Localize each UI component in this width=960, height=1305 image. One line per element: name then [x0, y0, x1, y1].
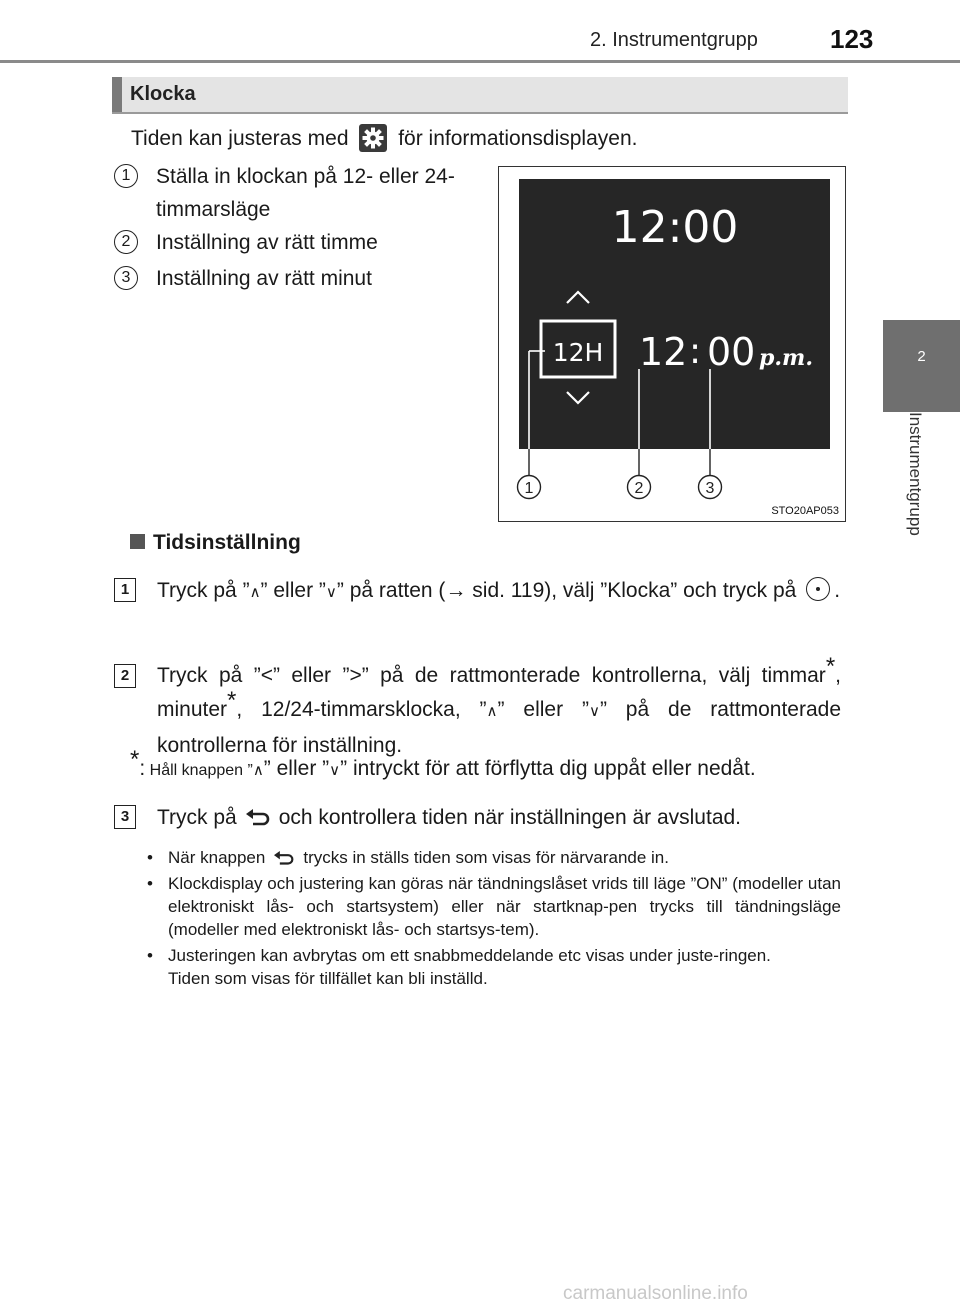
footnote-marker: *: [825, 653, 836, 680]
step-text-part: ” eller ”: [497, 698, 589, 721]
note-text: Klockdisplay och justering kan göras när tändningslåset vrids till läge ”ON” (modeller utan elektroniskt lås- och startsystem) eller när startknap-pen trycks till tändningsläge (modeller med elektroniskt lås- och startsys-tem).: [168, 874, 841, 939]
note-text: När knappen: [168, 848, 266, 867]
intro-text-after: för informationsdisplayen.: [398, 127, 638, 150]
watermark: carmanualsonline.info: [563, 1283, 748, 1304]
section-header: [112, 77, 848, 114]
step-number: 3: [114, 805, 136, 829]
legend-number: 3: [114, 266, 138, 290]
note-item: [147, 944, 841, 990]
mode-label: 12H: [552, 338, 604, 367]
note-item: [147, 872, 841, 941]
note-text: Justeringen kan avbrytas om ett snabbmeddelande etc visas under juste-ringen.: [168, 946, 771, 965]
step-text-part: ” på de rattmonterade kontrollerna för inställning.: [157, 698, 842, 757]
footnote: [130, 746, 756, 781]
step-text-part: , minuter: [157, 664, 841, 721]
callout-number: 1: [524, 480, 534, 497]
section-intro: [131, 124, 637, 152]
time-separator: :: [689, 331, 702, 372]
down-symbol: ∨: [329, 762, 341, 779]
header-divider: [0, 60, 960, 63]
step-text-part: Tryck på ”<” eller ”>” på de rattmonterade kontrollerna, välj timmar: [157, 664, 826, 687]
legend-text: Inställning av rätt timme: [156, 231, 378, 254]
up-symbol: ∧: [486, 703, 498, 720]
step-text: [157, 574, 841, 610]
minute-value: 00: [707, 330, 756, 374]
callout-number: 3: [705, 480, 715, 497]
back-button-icon: [245, 809, 271, 827]
up-symbol: ∧: [249, 584, 261, 601]
up-symbol: ∧: [252, 762, 264, 779]
down-symbol: ∨: [588, 703, 600, 720]
note-text: trycks in ställs tiden som visas för närvarande in.: [303, 848, 669, 867]
chapter-side-tab-number: 2: [917, 348, 926, 365]
footnote-star: *: [130, 746, 140, 773]
down-symbol: ∨: [325, 584, 337, 601]
subsection-title: [130, 531, 301, 555]
section-header-accent: [112, 77, 122, 112]
step-text-part: ” eller ”: [260, 579, 326, 602]
ampm-indicator: p.m.: [759, 345, 813, 371]
footnote-text: ” intryckt för att förflytta dig uppåt eller nedåt.: [340, 757, 756, 780]
page-number: 123: [830, 24, 874, 54]
footnote-colon: :: [139, 757, 146, 780]
chapter-title: 2. Instrumentgrupp: [590, 29, 758, 51]
step-text-part: sid. 119), välj ”Klocka” och tryck på: [466, 579, 797, 602]
footnote-text: Håll knappen ”: [145, 762, 253, 779]
step-text-part: , 12/24-timmarsklocka, ”: [236, 698, 487, 721]
subsection-title-text: Tidsinställning: [153, 531, 301, 554]
step-text-part: Tryck på ”: [157, 579, 250, 602]
chapter-side-tab: [883, 320, 960, 412]
legend-number: 2: [114, 230, 138, 254]
gear-icon: [359, 124, 387, 152]
callout-lines: [499, 167, 845, 521]
step-text: [157, 653, 842, 763]
hour-value: 12: [639, 330, 688, 374]
enter-button-icon: [806, 577, 830, 601]
back-button-icon: [273, 851, 295, 866]
notes-list: [147, 846, 841, 993]
intro-text-before: Tiden kan justeras med: [131, 127, 349, 150]
top-time: 12:00: [611, 202, 739, 253]
step-number: 2: [114, 664, 136, 688]
step-text: [157, 801, 841, 835]
step-text-part: Tryck på: [157, 806, 237, 829]
section-title: Klocka: [130, 83, 196, 105]
footnote-marker: *: [227, 687, 237, 714]
step-text-part: och kontrollera tiden när inställningen är avslutad.: [278, 806, 742, 829]
illustration-code: STO20AP053: [771, 505, 839, 517]
reference-arrow-icon: →: [445, 579, 467, 602]
legend-text: Ställa in klockan på 12- eller 24-timmarsläge: [156, 165, 455, 221]
step-text-part: .: [834, 579, 841, 602]
note-text: Tiden som visas för tillfället kan bli inställd.: [168, 969, 488, 988]
callout-number: 2: [634, 480, 644, 497]
step-number: 1: [114, 578, 136, 602]
note-item: [147, 846, 841, 869]
legend-number: 1: [114, 164, 138, 188]
chapter-side-tab-label: Instrumentgrupp: [906, 412, 925, 536]
square-bullet-icon: [130, 534, 145, 549]
step-text-part: ” på ratten (: [336, 579, 446, 602]
footnote-text: ” eller ”: [263, 757, 330, 780]
legend-text: Inställning av rätt minut: [156, 267, 372, 290]
clock-illustration: [498, 166, 846, 522]
